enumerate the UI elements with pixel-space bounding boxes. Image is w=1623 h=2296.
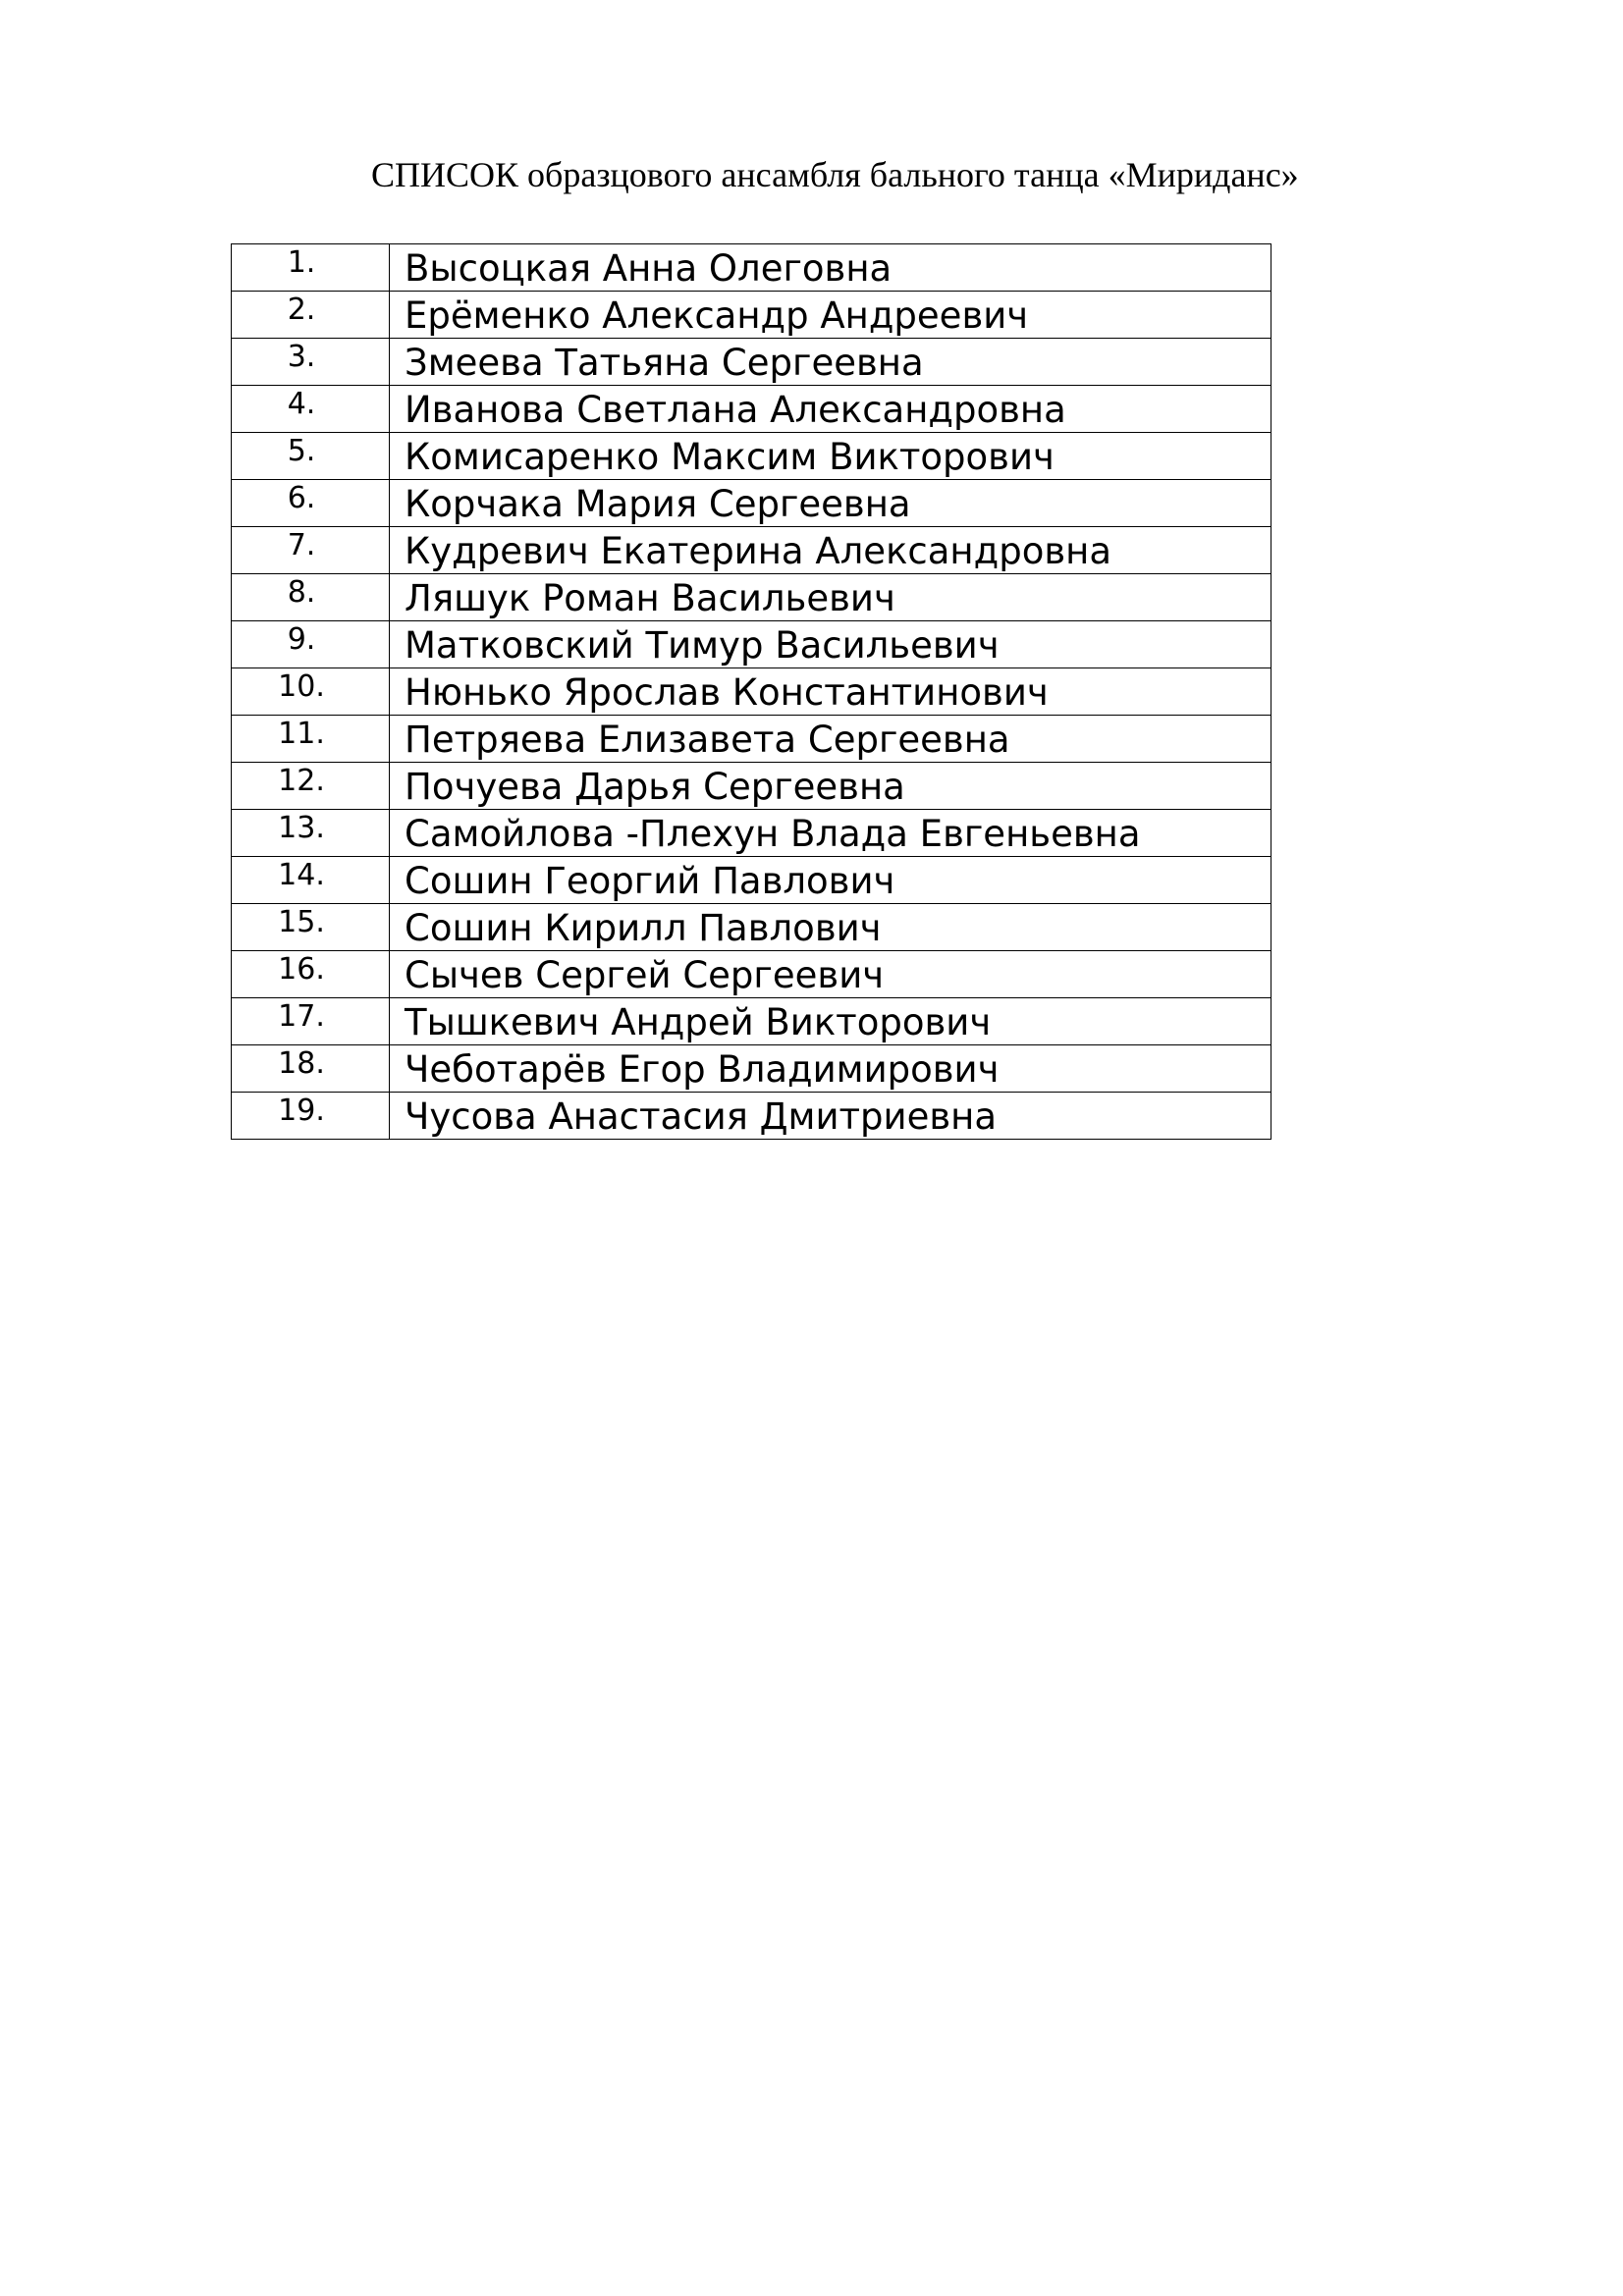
row-number: 11. <box>232 716 390 763</box>
row-number: 8. <box>232 574 390 621</box>
table-row <box>232 574 1271 621</box>
member-name: Сычев Сергей Сергеевич <box>390 951 1271 998</box>
row-number: 16. <box>232 951 390 998</box>
table-row <box>232 716 1271 763</box>
table-row <box>232 904 1271 951</box>
table-row <box>232 292 1271 339</box>
table-row <box>232 951 1271 998</box>
row-number: 7. <box>232 527 390 574</box>
row-number: 14. <box>232 857 390 904</box>
member-name: Высоцкая Анна Олеговна <box>390 244 1271 292</box>
row-number: 18. <box>232 1045 390 1093</box>
table-row <box>232 386 1271 433</box>
row-number: 9. <box>232 621 390 668</box>
member-name: Ляшук Роман Васильевич <box>390 574 1271 621</box>
row-number: 10. <box>232 668 390 716</box>
member-name: Петряева Елизавета Сергеевна <box>390 716 1271 763</box>
row-number: 1. <box>232 244 390 292</box>
member-name: Змеева Татьяна Сергеевна <box>390 339 1271 386</box>
member-list-table <box>231 243 1271 1140</box>
row-number: 4. <box>232 386 390 433</box>
member-name: Чеботарёв Егор Владимирович <box>390 1045 1271 1093</box>
table-row <box>232 244 1271 292</box>
table-row <box>232 621 1271 668</box>
row-number: 19. <box>232 1093 390 1140</box>
table-row <box>232 998 1271 1045</box>
member-name: Матковский Тимур Васильевич <box>390 621 1271 668</box>
table-row <box>232 810 1271 857</box>
row-number: 12. <box>232 763 390 810</box>
member-name: Сошин Кирилл Павлович <box>390 904 1271 951</box>
row-number: 5. <box>232 433 390 480</box>
member-name: Самойлова -Плехун Влада Евгеньевна <box>390 810 1271 857</box>
member-name: Комисаренко Максим Викторович <box>390 433 1271 480</box>
member-name: Ерёменко Александр Андреевич <box>390 292 1271 339</box>
table-row <box>232 339 1271 386</box>
member-name: Иванова Светлана Александровна <box>390 386 1271 433</box>
row-number: 13. <box>232 810 390 857</box>
table-row <box>232 433 1271 480</box>
table-row <box>232 480 1271 527</box>
member-name: Почуева Дарья Сергеевна <box>390 763 1271 810</box>
member-name: Сошин Георгий Павлович <box>390 857 1271 904</box>
member-name: Нюнько Ярослав Константинович <box>390 668 1271 716</box>
table-row <box>232 668 1271 716</box>
table-row <box>232 1093 1271 1140</box>
table-row <box>232 857 1271 904</box>
row-number: 6. <box>232 480 390 527</box>
row-number: 15. <box>232 904 390 951</box>
table-row <box>232 527 1271 574</box>
row-number: 17. <box>232 998 390 1045</box>
table-row <box>232 763 1271 810</box>
member-name: Чусова Анастасия Дмитриевна <box>390 1093 1271 1140</box>
member-name: Корчака Мария Сергеевна <box>390 480 1271 527</box>
member-list-body <box>232 244 1271 1140</box>
table-row <box>232 1045 1271 1093</box>
member-name: Кудревич Екатерина Александровна <box>390 527 1271 574</box>
row-number: 2. <box>232 292 390 339</box>
row-number: 3. <box>232 339 390 386</box>
page-title: СПИСОК образцового ансамбля бального танца «Мириданс» <box>371 155 1299 194</box>
member-name: Тышкевич Андрей Викторович <box>390 998 1271 1045</box>
